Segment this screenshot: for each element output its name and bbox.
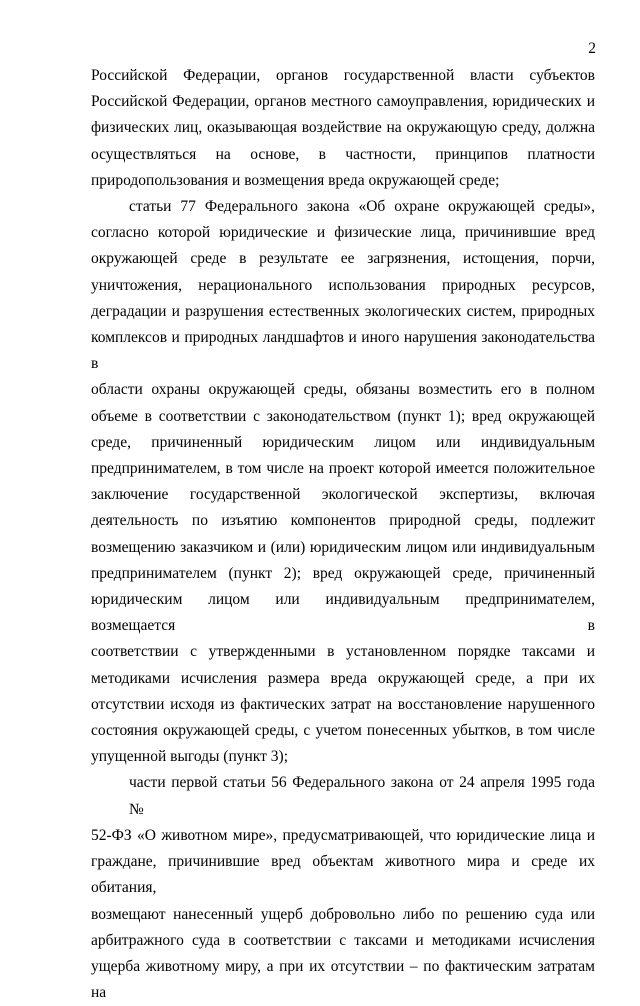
page-number: 2 — [588, 40, 596, 57]
text-line: статьи 77 Федерального закона «Об охране окружающей среды», — [129, 198, 595, 216]
document-body — [91, 63, 595, 1006]
paragraph — [91, 194, 595, 770]
text-line: ущерба животному миру, а при их отсутствии – по фактическим затратам на — [91, 957, 595, 1002]
text-line: деградации и разрушения естественных экологических систем, природных — [91, 302, 595, 320]
text-line: объеме в соответствии с законодательством (пункт 1); вред окружающей — [91, 407, 595, 425]
text-line: уничтожения, нерационального использования природных ресурсов, — [91, 276, 595, 294]
paragraph — [91, 63, 595, 194]
text-line: Российской Федерации, органов местного самоуправления, юридических и — [91, 93, 595, 111]
text-line: арбитражного суда в соответствии с таксами и методиками исчисления — [91, 931, 595, 949]
text-line: заключение государственной экологической экспертизы, включая — [91, 486, 595, 504]
text-line: граждане, причинившие вред объектам животного мира и среде их обитания, — [91, 853, 595, 897]
text-line: согласно которой юридические и физические лица, причинившие вред — [91, 224, 595, 242]
text-line: состояния окружающей среды, с учетом понесенных убытков, в том числе — [91, 722, 595, 740]
text-line: Российской Федерации, органов государственной власти субъектов — [91, 67, 595, 84]
text-line: юридическим лицом или индивидуальным предпринимателем, возмещается в — [91, 591, 595, 635]
text-line: методиками исчисления размера вреда окружающей среде, а при их — [91, 669, 595, 687]
text-line: 52-ФЗ «О животном мире», предусматривающей, что юридические лица и — [91, 826, 595, 844]
text-line: возмещают нанесенный ущерб добровольно либо по решению суда или — [91, 905, 595, 923]
text-line: предпринимателем, в том числе на проект которой имеется положительное — [91, 460, 595, 478]
text-line: окружающей среде в результате ее загрязнения, истощения, порчи, — [91, 250, 595, 268]
text-line: части первой статьи 56 Федерального закона от 24 апреля 1995 года № — [129, 774, 595, 818]
text-line: отсутствии исходя из фактических затрат на восстановление нарушенного — [91, 695, 595, 713]
paragraph — [91, 770, 595, 1006]
text-line: предпринимателем (пункт 2); вред окружающей среде, причиненный — [91, 564, 595, 582]
text-line: осуществляться на основе, в частности, принципов платности — [91, 145, 595, 163]
text-line: соответствии с утвержденными в установленном порядке таксами и — [91, 643, 595, 661]
text-line: природопользования и возмещения вреда окружающей среде; — [91, 171, 500, 189]
text-line: упущенной выгоды (пункт 3); — [91, 748, 288, 766]
text-line: возмещению заказчиком и (или) юридическим лицом или индивидуальным — [91, 538, 595, 556]
text-line: физических лиц, оказывающая воздействие на окружающую среду, должна — [91, 119, 595, 137]
text-line: области охраны окружающей среды, обязаны возместить его в полном — [91, 381, 595, 399]
text-line: комплексов и природных ландшафтов и иного нарушения законодательства в — [91, 329, 595, 373]
text-line: деятельность по изъятию компонентов природной среды, подлежит — [91, 512, 595, 530]
text-line: среде, причиненный юридическим лицом или индивидуальным — [91, 433, 595, 451]
